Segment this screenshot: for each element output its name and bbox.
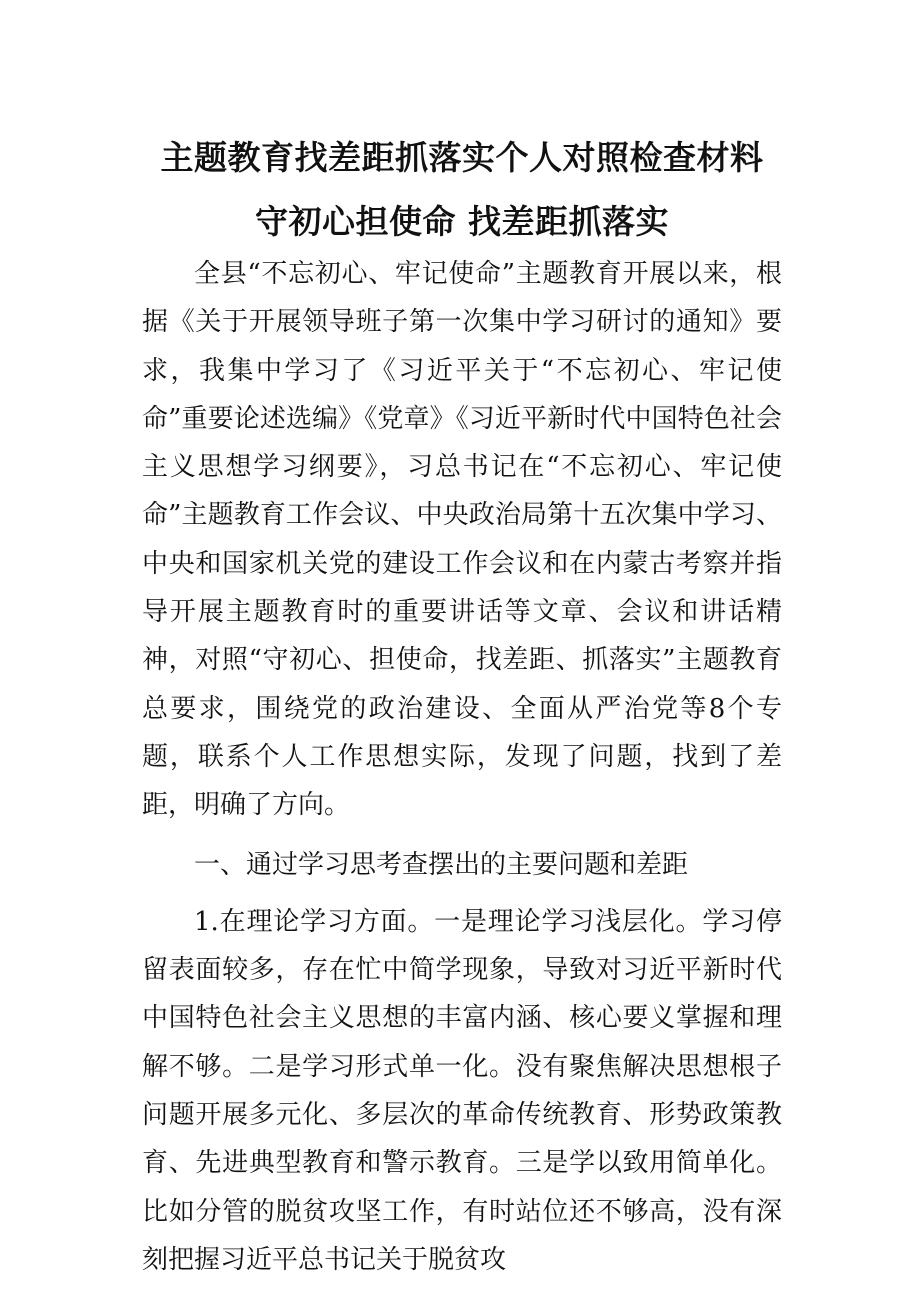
document-subtitle: 守初心担使命 找差距抓落实 xyxy=(255,202,669,241)
document-title: 主题教育找差距抓落实个人对照检查材料 xyxy=(160,138,764,177)
section-heading: 一、通过学习思考查摆出的主要问题和差距 xyxy=(194,849,689,880)
intro-paragraph: 全县“不忘初心、牢记使命”主题教育开展以来，根据《关于开展领导班子第一次集中学习研讨的通知》要求，我集中学习了《习近平关于“不忘初心、牢记使命”重要论述选编》《党章》《习近平新时代中国特色社会主义思想学习纲要》，习总书记在“不忘初心、牢记使命”主题教育工作会议、中央政治局第十五次集中学习、中央和国家机关党的建设工作会议和在内蒙古考察并指导开展主题教育时的重要讲话等文章、会议和讲话精神，对照“守初心、担使命，找差距、抓落实”主题教育总要求，围绕党的政治建设、全面从严治党等8个专题，联系个人工作思想实际，发现了问题，找到了差距，明确了方向。 xyxy=(142,259,782,821)
theory-study-paragraph: 1.在理论学习方面。一是理论学习浅层化。学习停留表面较多，存在忙中简学现象，导致对习近平新时代中国特色社会主义思想的丰富内涵、核心要义掌握和理解不够。二是学习形式单一化。没有聚焦解决思想根子问题开展多元化、多层次的革命传统教育、形势政策教育、先进典型教育和警示教育。三是学以致用简单化。比如分管的脱贫攻坚工作，有时站位还不够高，没有深刻把握习近平总书记关于脱贫攻 xyxy=(142,906,782,1275)
